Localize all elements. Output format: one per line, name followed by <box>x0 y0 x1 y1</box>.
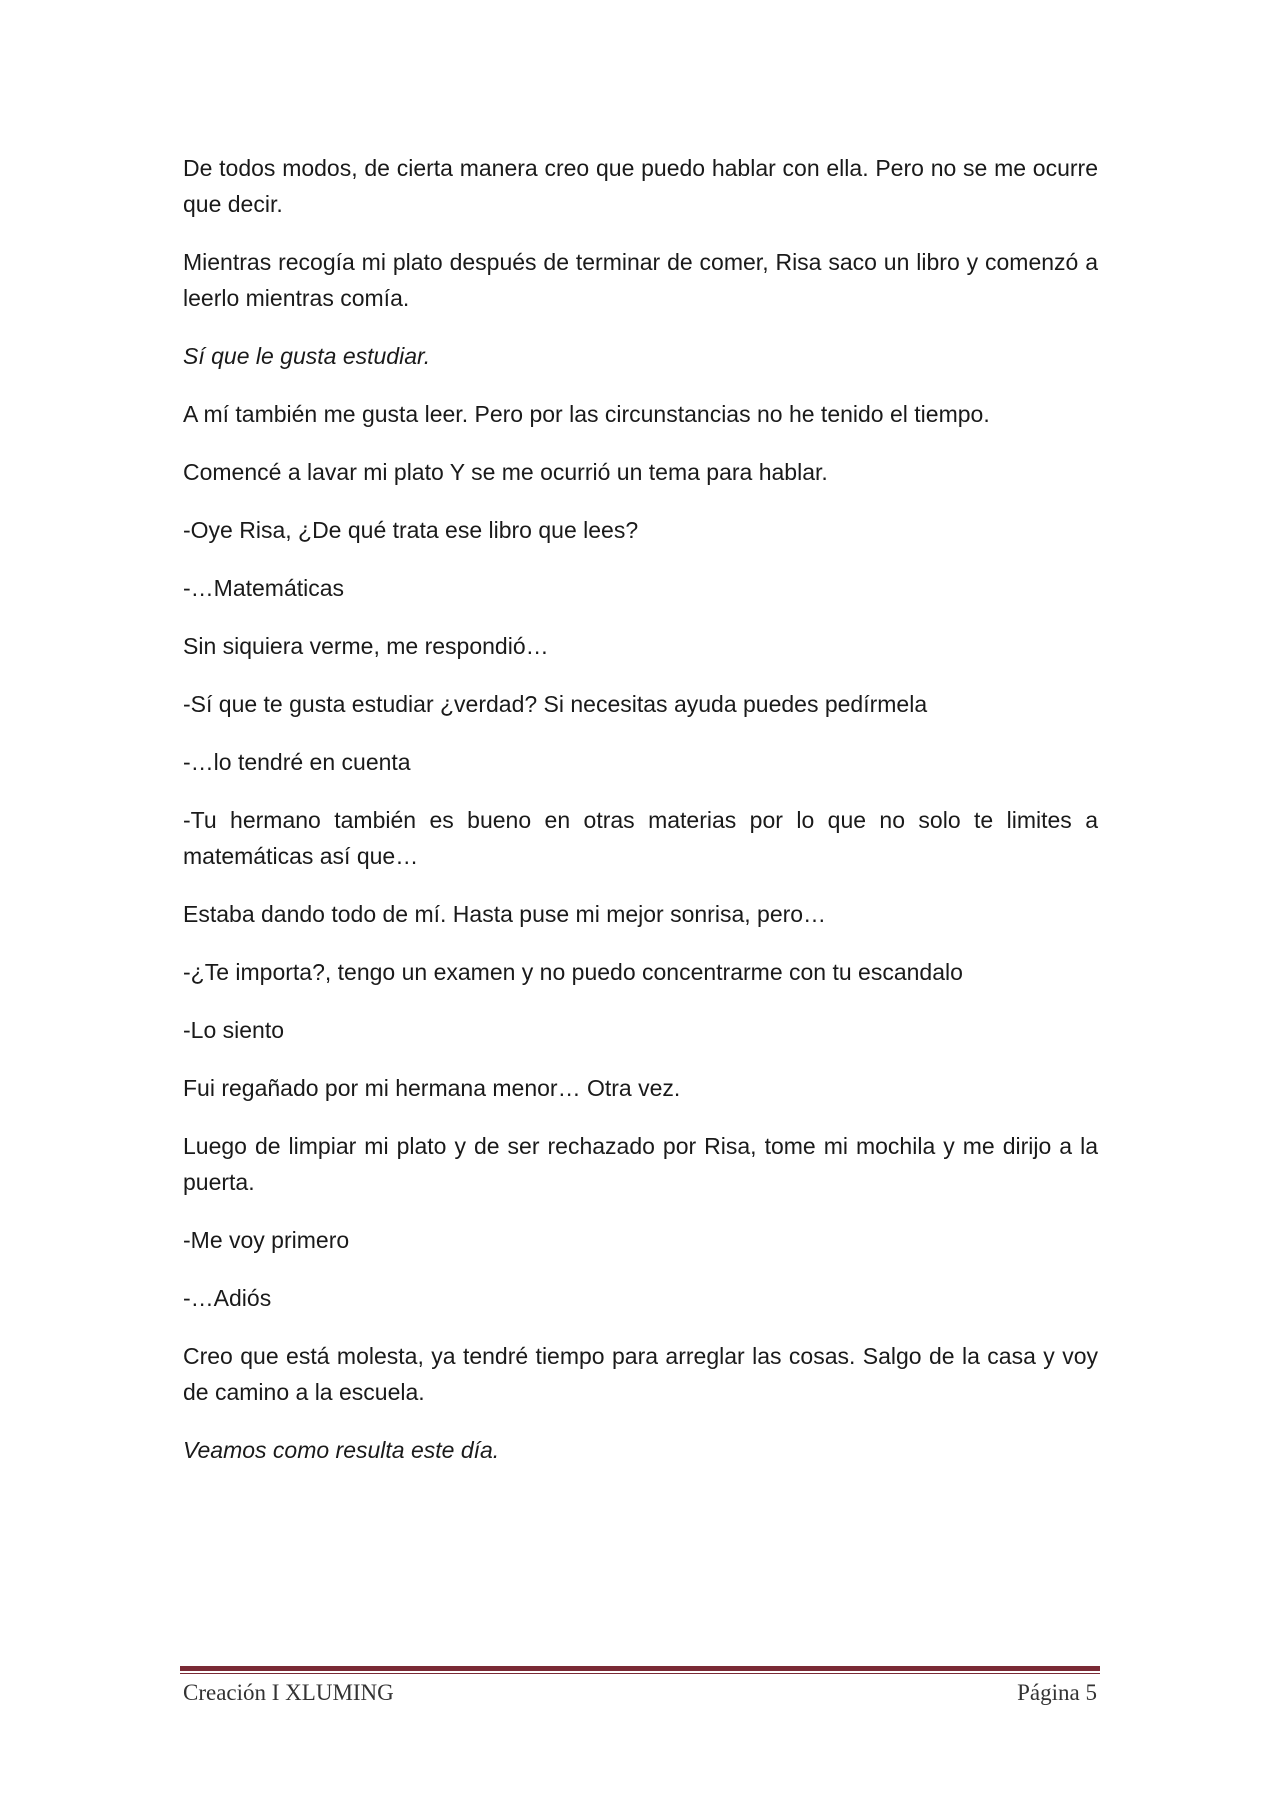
paragraph: Luego de limpiar mi plato y de ser rechazado por Risa, tome mi mochila y me dirijo a la puerta. <box>183 1133 1098 1195</box>
paragraph: Sí que le gusta estudiar. <box>183 343 431 369</box>
paragraph: Comencé a lavar mi plato Y se me ocurrió un tema para hablar. <box>183 459 828 485</box>
paragraph: De todos modos, de cierta manera creo que puedo hablar con ella. Pero no se me ocurre que decir. <box>183 155 1098 217</box>
footer-divider-thin <box>180 1673 1100 1674</box>
footer-author: Creación I XLUMING <box>183 1680 394 1705</box>
footer-divider <box>180 1666 1100 1671</box>
paragraph: -…Adiós <box>183 1285 272 1311</box>
paragraph: -¿Te importa?, tengo un examen y no puedo concentrarme con tu escandalo <box>183 959 963 985</box>
paragraph: Fui regañado por mi hermana menor… Otra vez. <box>183 1075 681 1101</box>
paragraph: Mientras recogía mi plato después de terminar de comer, Risa saco un libro y comenzó a leerlo mientras comía. <box>183 249 1098 311</box>
paragraph: -Tu hermano también es bueno en otras materias por lo que no solo te limites a matemáticas así que… <box>183 807 1098 869</box>
paragraph: -Sí que te gusta estudiar ¿verdad? Si necesitas ayuda puedes pedírmela <box>183 691 928 717</box>
body-text <box>183 150 1098 1490</box>
paragraph: -Lo siento <box>183 1017 285 1043</box>
paragraph: A mí también me gusta leer. Pero por las circunstancias no he tenido el tiempo. <box>183 401 990 427</box>
paragraph: Creo que está molesta, ya tendré tiempo para arreglar las cosas. Salgo de la casa y voy de camino a la escuela. <box>183 1343 1098 1405</box>
paragraph: -Me voy primero <box>183 1227 350 1253</box>
paragraph: Sin siquiera verme, me respondió… <box>183 633 549 659</box>
paragraph: -…Matemáticas <box>183 575 345 601</box>
paragraph: Estaba dando todo de mí. Hasta puse mi mejor sonrisa, pero… <box>183 901 827 927</box>
paragraph: Veamos como resulta este día. <box>183 1437 500 1463</box>
paragraph: -…lo tendré en cuenta <box>183 749 411 775</box>
paragraph: -Oye Risa, ¿De qué trata ese libro que lees? <box>183 517 639 543</box>
footer-page-number: Página 5 <box>1017 1680 1097 1705</box>
